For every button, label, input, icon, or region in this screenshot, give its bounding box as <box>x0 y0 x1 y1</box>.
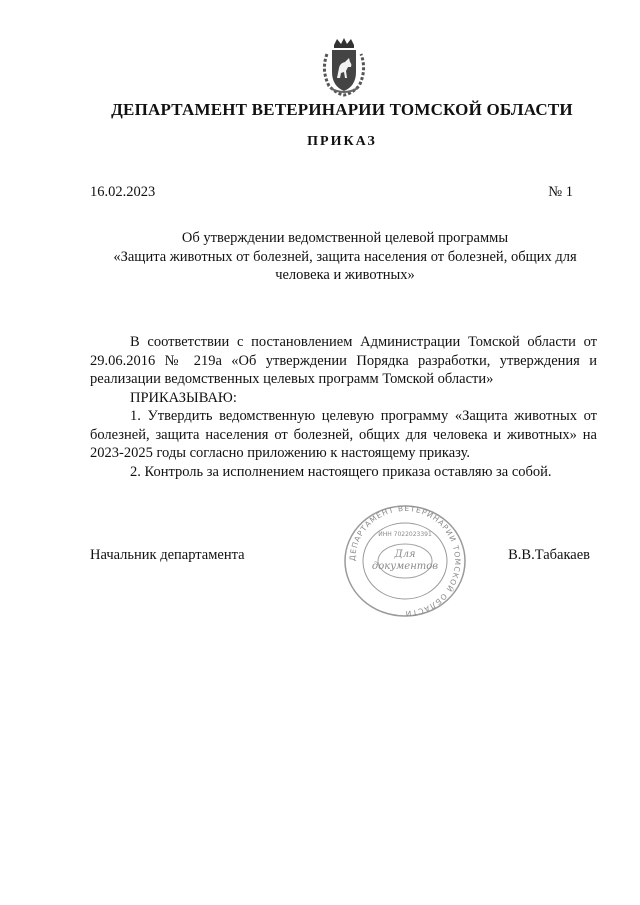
signatory-name: В.В.Табакаев <box>508 547 590 563</box>
document-date: 16.02.2023 <box>90 184 156 200</box>
official-stamp-icon <box>340 502 470 620</box>
document-body <box>90 333 597 481</box>
preamble-paragraph: В соответствии с постановлением Администрации Томской области от 29.06.2016 № 219а «Об утверждении Порядка разработки, утверждения и реализации ведомственных целевых программ Томской области» <box>90 334 597 387</box>
organization-title: ДЕПАРТАМЕНТ ВЕТЕРИНАРИИ ТОМСКОЙ ОБЛАСТИ <box>111 100 573 119</box>
stamp-center-line-1: Для <box>394 549 416 560</box>
subject-line-2: «Защита животных от болезней, защита населения от болезней, общих для человека и животных» <box>113 248 577 283</box>
order-word: ПРИКАЗЫВАЮ: <box>130 389 237 406</box>
signatory-position: Начальник департамента <box>90 547 245 563</box>
document-number: № 1 <box>548 184 573 200</box>
subject-line-1: Об утверждении ведомственной целевой программы <box>181 230 509 246</box>
stamp-center-line-2: документов <box>371 561 439 572</box>
document-type: ПРИКАЗ <box>307 134 377 149</box>
order-item-1: 1. Утвердить ведомственную целевую программу «Защита животных от болезней, защита населения от болезней, общих для человека и животных» на 2023-2025 годы согласно приложению к настоящему приказу. <box>90 408 597 461</box>
coat-of-arms-icon <box>313 36 375 98</box>
document-subject <box>90 229 600 285</box>
stamp-inn: ИНН 7022023391 <box>378 531 432 538</box>
order-item-2: 2. Контроль за исполнением настоящего приказа оставляю за собой. <box>130 463 552 480</box>
stamp-outer-text: ДЕПАРТАМЕНТ ВЕТЕРИНАРИИ ТОМСКОЙ ОБЛАСТИ <box>347 503 463 619</box>
